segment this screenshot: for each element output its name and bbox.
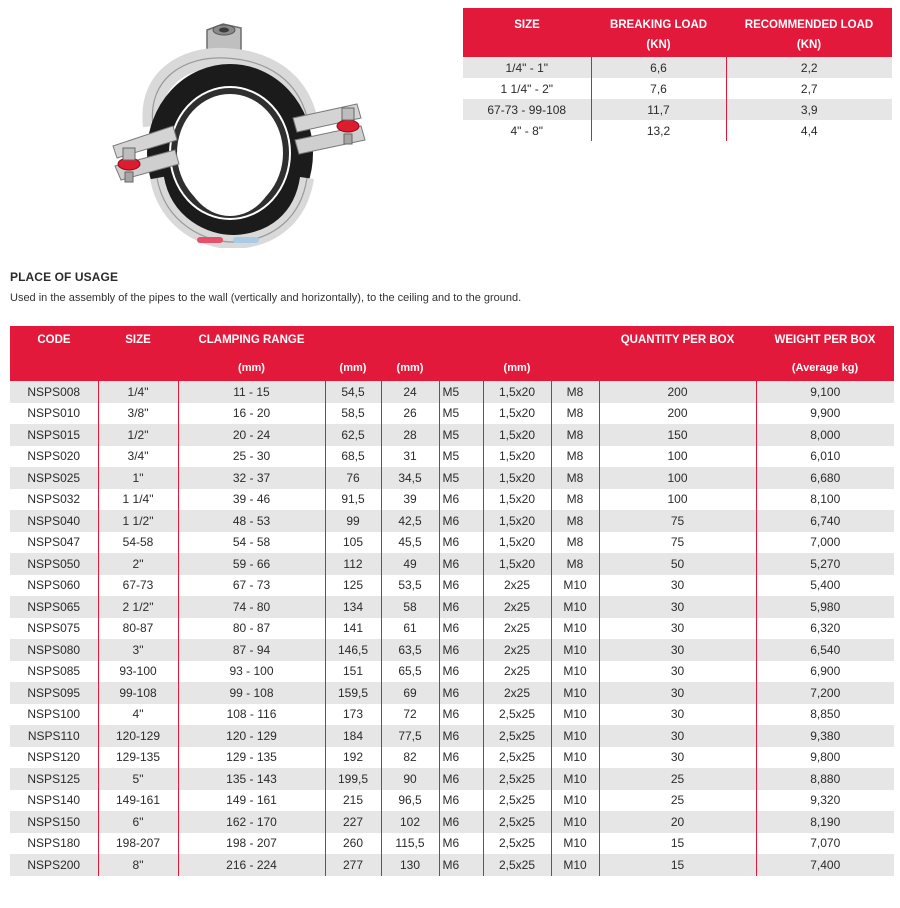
cell-thread: M10	[551, 618, 599, 640]
cell-quantity: 30	[599, 639, 756, 661]
table-row	[10, 403, 894, 425]
table-row	[10, 553, 894, 575]
cell-dim-b: 42,5	[381, 510, 439, 532]
cell-screw: M6	[439, 510, 483, 532]
cell-clamping-range: 162 - 170	[178, 811, 325, 833]
cell-dim-a: 68,5	[325, 446, 381, 468]
cell-screw: M6	[439, 682, 483, 704]
cell-size: 93-100	[98, 661, 178, 683]
cell-quantity: 30	[599, 596, 756, 618]
cell-dim-b: 65,5	[381, 661, 439, 683]
cell-dim-b: 45,5	[381, 532, 439, 554]
cell-dim-b: 102	[381, 811, 439, 833]
cell-weight: 6,320	[756, 618, 894, 640]
cell-size: 4" - 8"	[463, 120, 591, 141]
cell-quantity: 25	[599, 790, 756, 812]
cell-band: 2,5x25	[483, 768, 551, 790]
cell-weight: 8,000	[756, 424, 894, 446]
cell-dim-b: 34,5	[381, 467, 439, 489]
header-size: SIZE	[463, 8, 591, 37]
cell-thread: M10	[551, 639, 599, 661]
cell-clamping-range: 59 - 66	[178, 553, 325, 575]
cell-weight: 8,190	[756, 811, 894, 833]
cell-size: 5"	[98, 768, 178, 790]
cell-dim-b: 90	[381, 768, 439, 790]
cell-size: 1 1/2"	[98, 510, 178, 532]
cell-band: 2,5x25	[483, 833, 551, 855]
cell-dim-b: 69	[381, 682, 439, 704]
cell-clamping-range: 120 - 129	[178, 725, 325, 747]
cell-dim-a: 134	[325, 596, 381, 618]
cell-screw: M5	[439, 467, 483, 489]
cell-weight: 6,680	[756, 467, 894, 489]
cell-dim-b: 82	[381, 747, 439, 769]
cell-dim-b: 130	[381, 854, 439, 876]
table-row	[463, 57, 892, 78]
cell-dim-b: 28	[381, 424, 439, 446]
cell-clamping-range: 108 - 116	[178, 704, 325, 726]
cell-band: 1,5x20	[483, 553, 551, 575]
cell-dim-b: 58	[381, 596, 439, 618]
cell-screw: M5	[439, 381, 483, 403]
cell-quantity: 30	[599, 747, 756, 769]
cell-quantity: 200	[599, 381, 756, 403]
cell-weight: 5,270	[756, 553, 894, 575]
header-size: SIZE	[98, 326, 178, 354]
table-row	[10, 682, 894, 704]
cell-dim-a: 199,5	[325, 768, 381, 790]
table-row	[10, 381, 894, 403]
cell-weight: 9,320	[756, 790, 894, 812]
cell-band: 2x25	[483, 575, 551, 597]
cell-size: 3/8"	[98, 403, 178, 425]
cell-weight: 9,800	[756, 747, 894, 769]
cell-band: 2,5x25	[483, 811, 551, 833]
cell-code: NSPS060	[10, 575, 98, 597]
cell-code: NSPS040	[10, 510, 98, 532]
cell-code: NSPS065	[10, 596, 98, 618]
cell-band: 2x25	[483, 596, 551, 618]
cell-thread: M8	[551, 424, 599, 446]
load-table	[463, 8, 892, 141]
cell-thread: M8	[551, 467, 599, 489]
cell-recommended: 4,4	[726, 120, 892, 141]
cell-band: 1,5x20	[483, 510, 551, 532]
usage-text: Used in the assembly of the pipes to the wall (vertically and horizontally), to the ceiling and to the ground.	[10, 292, 522, 304]
cell-dim-b: 26	[381, 403, 439, 425]
cell-weight: 7,070	[756, 833, 894, 855]
cell-size: 129-135	[98, 747, 178, 769]
cell-screw: M6	[439, 639, 483, 661]
cell-thread: M10	[551, 747, 599, 769]
cell-quantity: 150	[599, 424, 756, 446]
cell-code: NSPS050	[10, 553, 98, 575]
cell-thread: M10	[551, 725, 599, 747]
cell-clamping-range: 93 - 100	[178, 661, 325, 683]
cell-dim-a: 62,5	[325, 424, 381, 446]
cell-size: 149-161	[98, 790, 178, 812]
cell-code: NSPS125	[10, 768, 98, 790]
cell-screw: M6	[439, 811, 483, 833]
cell-clamping-range: 198 - 207	[178, 833, 325, 855]
cell-screw: M6	[439, 704, 483, 726]
cell-size: 80-87	[98, 618, 178, 640]
cell-size: 4"	[98, 704, 178, 726]
cell-recommended: 2,2	[726, 57, 892, 78]
cell-code: NSPS085	[10, 661, 98, 683]
cell-band: 2x25	[483, 639, 551, 661]
header-breaking-load: BREAKING LOAD	[591, 8, 726, 37]
cell-screw: M5	[439, 424, 483, 446]
header-unit-mm: (mm)	[381, 354, 439, 381]
cell-size: 2"	[98, 553, 178, 575]
cell-quantity: 30	[599, 618, 756, 640]
cell-screw: M6	[439, 575, 483, 597]
cell-code: NSPS180	[10, 833, 98, 855]
cell-band: 2x25	[483, 618, 551, 640]
cell-clamping-range: 25 - 30	[178, 446, 325, 468]
cell-size: 1/2"	[98, 424, 178, 446]
cell-clamping-range: 48 - 53	[178, 510, 325, 532]
cell-screw: M6	[439, 661, 483, 683]
cell-weight: 6,010	[756, 446, 894, 468]
cell-code: NSPS140	[10, 790, 98, 812]
cell-clamping-range: 149 - 161	[178, 790, 325, 812]
pipe-clamp-image	[95, 8, 385, 248]
cell-dim-a: 58,5	[325, 403, 381, 425]
header-code: CODE	[10, 326, 98, 354]
cell-code: NSPS200	[10, 854, 98, 876]
cell-size: 99-108	[98, 682, 178, 704]
table-row	[10, 467, 894, 489]
cell-screw: M6	[439, 618, 483, 640]
cell-thread: M8	[551, 553, 599, 575]
cell-band: 2,5x25	[483, 725, 551, 747]
table-row	[10, 704, 894, 726]
cell-dim-a: 173	[325, 704, 381, 726]
cell-screw: M6	[439, 489, 483, 511]
cell-quantity: 30	[599, 725, 756, 747]
cell-thread: M10	[551, 790, 599, 812]
cell-weight: 8,880	[756, 768, 894, 790]
cell-weight: 7,400	[756, 854, 894, 876]
cell-dim-b: 96,5	[381, 790, 439, 812]
cell-thread: M10	[551, 575, 599, 597]
cell-band: 1,5x20	[483, 446, 551, 468]
cell-code: NSPS015	[10, 424, 98, 446]
cell-code: NSPS010	[10, 403, 98, 425]
cell-band: 1,5x20	[483, 424, 551, 446]
cell-band: 1,5x20	[483, 403, 551, 425]
cell-clamping-range: 129 - 135	[178, 747, 325, 769]
cell-quantity: 100	[599, 467, 756, 489]
cell-size: 1"	[98, 467, 178, 489]
spec-table	[10, 326, 894, 876]
cell-clamping-range: 20 - 24	[178, 424, 325, 446]
table-row	[10, 768, 894, 790]
cell-clamping-range: 11 - 15	[178, 381, 325, 403]
cell-dim-a: 105	[325, 532, 381, 554]
cell-recommended: 3,9	[726, 99, 892, 120]
cell-code: NSPS008	[10, 381, 98, 403]
cell-dim-b: 49	[381, 553, 439, 575]
table-row	[10, 424, 894, 446]
cell-code: NSPS150	[10, 811, 98, 833]
cell-quantity: 15	[599, 833, 756, 855]
cell-thread: M8	[551, 403, 599, 425]
cell-size: 1 1/4"	[98, 489, 178, 511]
cell-code: NSPS080	[10, 639, 98, 661]
table-row	[463, 78, 892, 99]
table-row	[10, 489, 894, 511]
cell-code: NSPS032	[10, 489, 98, 511]
cell-weight: 5,400	[756, 575, 894, 597]
cell-code: NSPS047	[10, 532, 98, 554]
cell-size: 3/4"	[98, 446, 178, 468]
cell-quantity: 15	[599, 854, 756, 876]
cell-size: 198-207	[98, 833, 178, 855]
cell-dim-a: 151	[325, 661, 381, 683]
table-row	[10, 854, 894, 876]
cell-screw: M6	[439, 747, 483, 769]
table-row	[10, 618, 894, 640]
cell-dim-a: 277	[325, 854, 381, 876]
cell-clamping-range: 87 - 94	[178, 639, 325, 661]
table-row	[463, 120, 892, 141]
header-weight: WEIGHT PER BOX	[756, 326, 894, 354]
cell-thread: M8	[551, 532, 599, 554]
table-row	[10, 725, 894, 747]
cell-thread: M10	[551, 596, 599, 618]
cell-quantity: 50	[599, 553, 756, 575]
cell-code: NSPS025	[10, 467, 98, 489]
cell-code: NSPS075	[10, 618, 98, 640]
cell-dim-a: 146,5	[325, 639, 381, 661]
cell-thread: M10	[551, 768, 599, 790]
cell-weight: 6,740	[756, 510, 894, 532]
cell-dim-a: 184	[325, 725, 381, 747]
cell-quantity: 30	[599, 575, 756, 597]
cell-screw: M6	[439, 596, 483, 618]
cell-thread: M10	[551, 854, 599, 876]
table-row	[10, 833, 894, 855]
table-row	[10, 596, 894, 618]
cell-dim-b: 39	[381, 489, 439, 511]
cell-code: NSPS100	[10, 704, 98, 726]
cell-recommended: 2,7	[726, 78, 892, 99]
header-unit-mm: (mm)	[325, 354, 381, 381]
cell-band: 2x25	[483, 661, 551, 683]
cell-thread: M8	[551, 381, 599, 403]
cell-thread: M10	[551, 682, 599, 704]
cell-size: 1 1/4" - 2"	[463, 78, 591, 99]
table-row	[10, 811, 894, 833]
cell-size: 1/4" - 1"	[463, 57, 591, 78]
cell-dim-b: 61	[381, 618, 439, 640]
cell-screw: M6	[439, 854, 483, 876]
cell-dim-b: 77,5	[381, 725, 439, 747]
cell-dim-a: 76	[325, 467, 381, 489]
cell-screw: M6	[439, 725, 483, 747]
cell-band: 2,5x25	[483, 704, 551, 726]
cell-thread: M8	[551, 510, 599, 532]
cell-weight: 9,900	[756, 403, 894, 425]
cell-breaking: 6,6	[591, 57, 726, 78]
cell-screw: M6	[439, 532, 483, 554]
cell-quantity: 30	[599, 682, 756, 704]
header-average-kg: (Average kg)	[756, 354, 894, 381]
table-row	[10, 790, 894, 812]
cell-dim-a: 125	[325, 575, 381, 597]
cell-quantity: 75	[599, 510, 756, 532]
cell-dim-a: 227	[325, 811, 381, 833]
cell-quantity: 100	[599, 489, 756, 511]
cell-dim-a: 99	[325, 510, 381, 532]
cell-size: 6"	[98, 811, 178, 833]
cell-screw: M5	[439, 403, 483, 425]
header-quantity: QUANTITY PER BOX	[599, 326, 756, 354]
table-row	[463, 99, 892, 120]
header-clamping-range: CLAMPING RANGE	[178, 326, 325, 354]
cell-dim-a: 215	[325, 790, 381, 812]
table-row	[10, 575, 894, 597]
cell-dim-b: 31	[381, 446, 439, 468]
header-recommended-load: RECOMMENDED LOAD	[726, 8, 892, 37]
cell-band: 2,5x25	[483, 790, 551, 812]
table-row	[10, 661, 894, 683]
cell-dim-b: 72	[381, 704, 439, 726]
cell-screw: M6	[439, 553, 483, 575]
cell-band: 1,5x20	[483, 489, 551, 511]
cell-clamping-range: 216 - 224	[178, 854, 325, 876]
cell-code: NSPS120	[10, 747, 98, 769]
cell-thread: M8	[551, 489, 599, 511]
cell-size: 3"	[98, 639, 178, 661]
cell-thread: M10	[551, 811, 599, 833]
cell-thread: M8	[551, 446, 599, 468]
cell-weight: 7,000	[756, 532, 894, 554]
cell-clamping-range: 99 - 108	[178, 682, 325, 704]
cell-thread: M10	[551, 704, 599, 726]
cell-thread: M10	[551, 661, 599, 683]
cell-band: 2,5x25	[483, 854, 551, 876]
header-breaking-unit: (KN)	[591, 37, 726, 57]
cell-weight: 9,380	[756, 725, 894, 747]
cell-screw: M6	[439, 833, 483, 855]
cell-weight: 9,100	[756, 381, 894, 403]
cell-code: NSPS020	[10, 446, 98, 468]
cell-screw: M6	[439, 790, 483, 812]
table-row	[10, 510, 894, 532]
cell-screw: M5	[439, 446, 483, 468]
cell-clamping-range: 74 - 80	[178, 596, 325, 618]
cell-size: 67-73 - 99-108	[463, 99, 591, 120]
cell-quantity: 30	[599, 704, 756, 726]
cell-band: 1,5x20	[483, 467, 551, 489]
cell-dim-b: 53,5	[381, 575, 439, 597]
cell-clamping-range: 16 - 20	[178, 403, 325, 425]
table-row	[10, 446, 894, 468]
cell-weight: 6,540	[756, 639, 894, 661]
table-row	[10, 747, 894, 769]
cell-band: 1,5x20	[483, 532, 551, 554]
cell-dim-a: 159,5	[325, 682, 381, 704]
header-recommended-unit: (KN)	[726, 37, 892, 57]
cell-size: 67-73	[98, 575, 178, 597]
cell-clamping-range: 67 - 73	[178, 575, 325, 597]
cell-clamping-range: 54 - 58	[178, 532, 325, 554]
cell-dim-b: 63,5	[381, 639, 439, 661]
cell-quantity: 25	[599, 768, 756, 790]
cell-dim-a: 260	[325, 833, 381, 855]
cell-quantity: 75	[599, 532, 756, 554]
cell-band: 2,5x25	[483, 747, 551, 769]
cell-clamping-range: 80 - 87	[178, 618, 325, 640]
cell-breaking: 11,7	[591, 99, 726, 120]
cell-dim-a: 112	[325, 553, 381, 575]
usage-title: PLACE OF USAGE	[10, 270, 119, 284]
cell-code: NSPS095	[10, 682, 98, 704]
cell-dim-b: 115,5	[381, 833, 439, 855]
cell-band: 1,5x20	[483, 381, 551, 403]
cell-size: 54-58	[98, 532, 178, 554]
cell-weight: 5,980	[756, 596, 894, 618]
cell-dim-b: 24	[381, 381, 439, 403]
cell-quantity: 200	[599, 403, 756, 425]
header-unit-mm: (mm)	[178, 354, 325, 381]
cell-code: NSPS110	[10, 725, 98, 747]
table-row	[10, 532, 894, 554]
cell-dim-a: 192	[325, 747, 381, 769]
cell-dim-a: 91,5	[325, 489, 381, 511]
cell-breaking: 7,6	[591, 78, 726, 99]
cell-screw: M6	[439, 768, 483, 790]
cell-size: 1/4"	[98, 381, 178, 403]
cell-size: 8"	[98, 854, 178, 876]
cell-clamping-range: 32 - 37	[178, 467, 325, 489]
cell-weight: 8,100	[756, 489, 894, 511]
cell-breaking: 13,2	[591, 120, 726, 141]
cell-band: 2x25	[483, 682, 551, 704]
cell-quantity: 20	[599, 811, 756, 833]
cell-weight: 7,200	[756, 682, 894, 704]
cell-thread: M10	[551, 833, 599, 855]
cell-size: 2 1/2"	[98, 596, 178, 618]
table-row	[10, 639, 894, 661]
cell-dim-a: 141	[325, 618, 381, 640]
cell-dim-a: 54,5	[325, 381, 381, 403]
cell-quantity: 30	[599, 661, 756, 683]
cell-clamping-range: 39 - 46	[178, 489, 325, 511]
cell-size: 120-129	[98, 725, 178, 747]
header-unit-mm: (mm)	[483, 354, 551, 381]
cell-quantity: 100	[599, 446, 756, 468]
cell-weight: 8,850	[756, 704, 894, 726]
cell-clamping-range: 135 - 143	[178, 768, 325, 790]
cell-weight: 6,900	[756, 661, 894, 683]
